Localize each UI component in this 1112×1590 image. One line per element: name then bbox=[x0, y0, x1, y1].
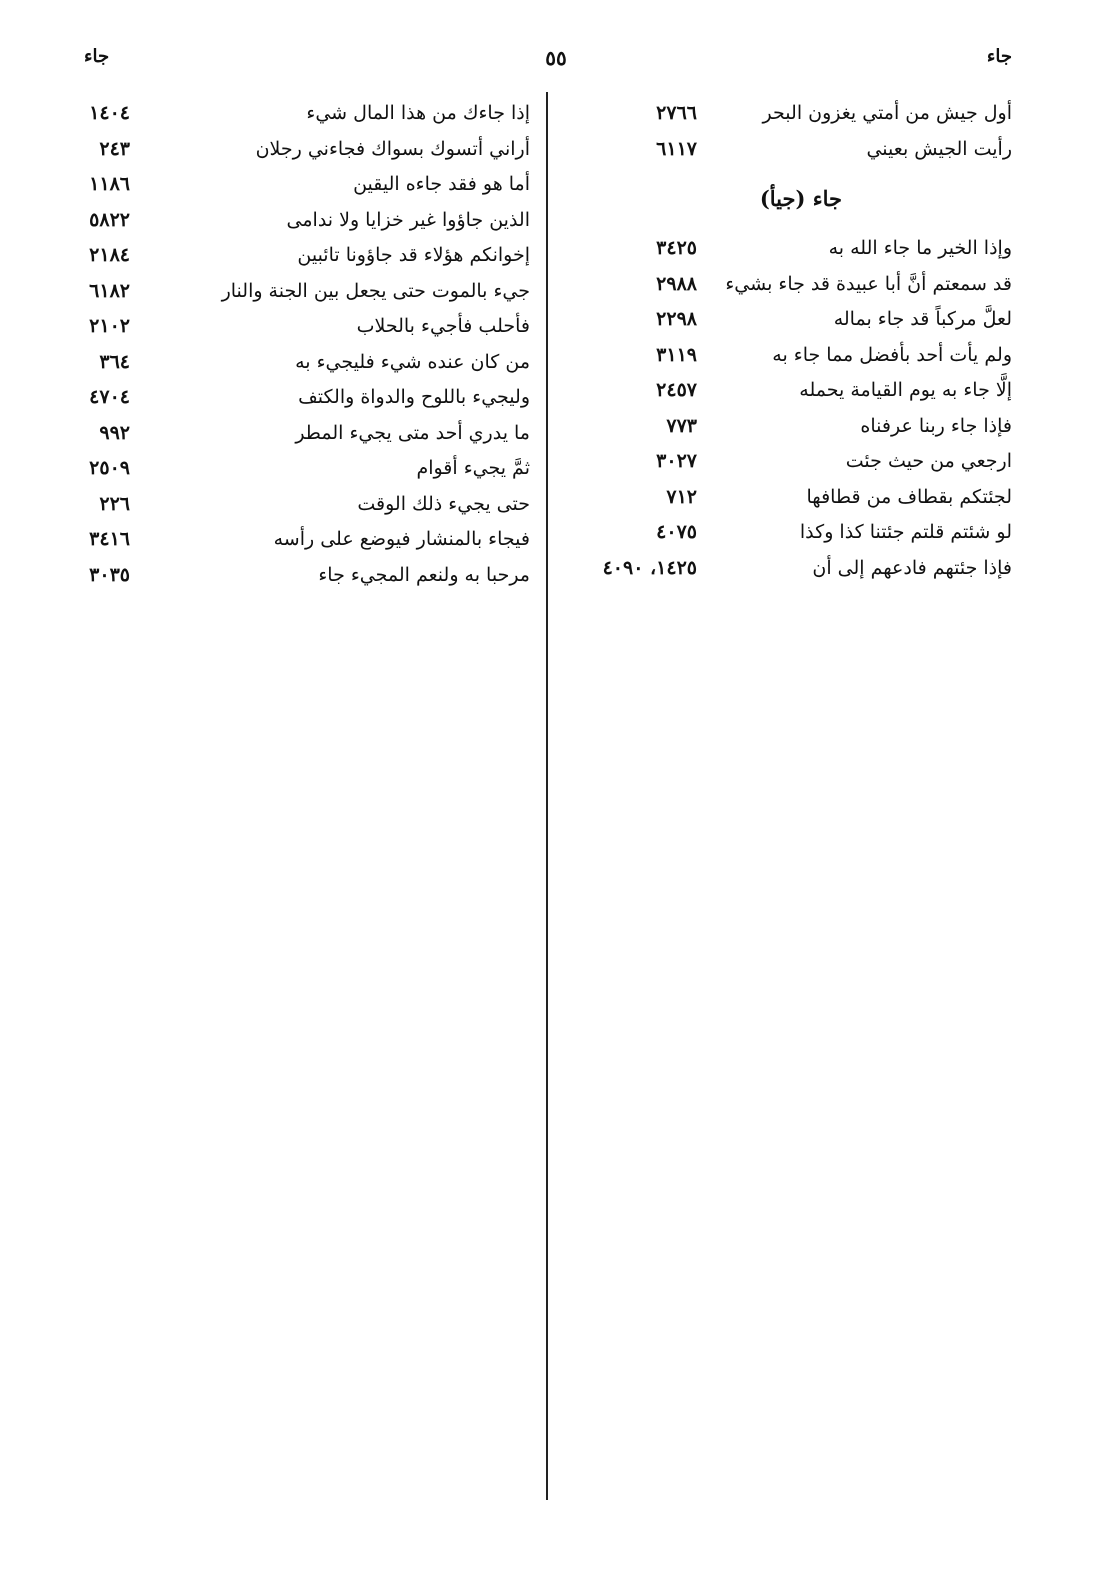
entry-ref: ٣٤٢٥ bbox=[656, 237, 697, 259]
entry-ref: ٢٢٦ bbox=[99, 492, 130, 515]
entry-ref: ٦١١٧ bbox=[656, 137, 697, 160]
entry-text: الذين جاؤوا غير خزايا ولا ندامى bbox=[286, 208, 530, 231]
entry-row bbox=[70, 96, 530, 132]
entry-ref: ٢٥٠٩ bbox=[89, 457, 130, 479]
entry-row bbox=[70, 309, 530, 345]
entry-row bbox=[70, 167, 530, 203]
entry-row bbox=[567, 96, 1012, 132]
entry-ref: ٤٠٧٥ bbox=[656, 521, 697, 543]
entry-text: قد سمعتم أنَّ أبا عبيدة قد جاء بشيء bbox=[725, 272, 1012, 295]
running-header-left: جاء bbox=[84, 46, 110, 67]
entry-text: جيء بالموت حتى يجعل بين الجنة والنار bbox=[221, 279, 530, 302]
entry-row bbox=[70, 451, 530, 487]
entry-row bbox=[567, 551, 1012, 587]
entry-row bbox=[70, 380, 530, 416]
entry-row bbox=[567, 231, 1012, 267]
entry-text: لجئتكم بقطاف من قطافها bbox=[806, 485, 1012, 508]
entry-ref: ٣٠٣٥ bbox=[89, 563, 130, 586]
entry-ref: ٢٤٣ bbox=[99, 137, 130, 160]
entry-row bbox=[70, 558, 530, 594]
right-column bbox=[567, 96, 1012, 586]
entry-ref: ٩٩٢ bbox=[99, 421, 130, 444]
entry-row bbox=[70, 487, 530, 523]
entry-ref: ٧١٢ bbox=[666, 485, 697, 508]
entry-ref: ٢١٨٤ bbox=[89, 244, 130, 266]
entry-text: رأيت الجيش بعيني bbox=[866, 137, 1012, 160]
entry-row bbox=[567, 267, 1012, 303]
entry-text: أراني أتسوك بسواك فجاءني رجلان bbox=[255, 137, 530, 160]
entry-row bbox=[70, 132, 530, 168]
entry-ref: ٢٩٨٨ bbox=[656, 272, 697, 295]
entry-row bbox=[567, 480, 1012, 516]
entry-text: إذا جاءك من هذا المال شيء bbox=[306, 102, 530, 124]
running-header-right: جاء bbox=[986, 46, 1012, 67]
left-column bbox=[70, 96, 530, 593]
entry-ref: ٣٦٤ bbox=[99, 350, 130, 373]
entry-text: لعلَّ مركباً قد جاء بماله bbox=[833, 308, 1012, 330]
entry-row bbox=[567, 515, 1012, 551]
entry-ref: ٥٨٢٢ bbox=[89, 208, 130, 231]
entry-text: فإذا جاء ربنا عرفناه bbox=[860, 414, 1012, 437]
entry-ref: ٧٧٣ bbox=[666, 414, 697, 437]
entry-ref: ٣٠٢٧ bbox=[656, 450, 697, 472]
entry-row bbox=[567, 302, 1012, 338]
entry-row bbox=[567, 338, 1012, 374]
entry-row bbox=[567, 409, 1012, 445]
entry-ref: ٣١١٩ bbox=[656, 343, 697, 366]
entry-ref: ٦١٨٢ bbox=[89, 279, 130, 302]
section-heading: جاء (جيأ) bbox=[759, 186, 842, 211]
entry-text: مرحبا به ولنعم المجيء جاء bbox=[318, 563, 530, 586]
entry-text: أول جيش من أمتي يغزون البحر bbox=[762, 102, 1012, 124]
entry-ref: ٢٤٥٧ bbox=[656, 379, 697, 401]
entry-text: فأحلب فأجيء بالحلاب bbox=[356, 315, 530, 337]
entry-text: إخوانكم هؤلاء قد جاؤونا تائبين bbox=[297, 244, 530, 266]
entry-text: فإذا جئتهم فادعهم إلى أن bbox=[812, 556, 1012, 579]
entry-row bbox=[70, 522, 530, 558]
entry-ref: ٣٤١٦ bbox=[89, 528, 130, 550]
entry-text: ولم يأت أحد بأفضل مما جاء به bbox=[772, 343, 1012, 366]
entry-ref: ٤٧٠٤ bbox=[89, 386, 130, 408]
entry-row bbox=[70, 238, 530, 274]
entry-ref: ١١٨٦ bbox=[89, 173, 130, 195]
entry-row bbox=[567, 132, 1012, 168]
entry-row bbox=[70, 203, 530, 239]
entry-row bbox=[70, 274, 530, 310]
entry-text: لو شئتم قلتم جئتنا كذا وكذا bbox=[799, 521, 1012, 543]
entry-row bbox=[70, 345, 530, 381]
entry-text: ارجعي من حيث جئت bbox=[845, 450, 1012, 472]
entry-ref: ١٤٠٤ bbox=[89, 102, 130, 124]
entry-text: حتى يجيء ذلك الوقت bbox=[357, 492, 530, 515]
entry-text: فيجاء بالمنشار فيوضع على رأسه bbox=[273, 528, 530, 550]
entry-text: وإذا الخير ما جاء الله به bbox=[828, 237, 1012, 259]
entry-text: إلَّا جاء به يوم القيامة يحمله bbox=[799, 379, 1012, 401]
column-divider bbox=[546, 92, 548, 1500]
entry-row bbox=[70, 416, 530, 452]
entry-ref: ٢٢٩٨ bbox=[656, 308, 697, 330]
entry-row bbox=[567, 444, 1012, 480]
entry-row bbox=[567, 373, 1012, 409]
entry-text: وليجيء باللوح والدواة والكتف bbox=[298, 386, 530, 408]
entry-ref: ٢٧٦٦ bbox=[656, 102, 697, 124]
entry-ref: ٢١٠٢ bbox=[89, 315, 130, 337]
entry-text: أما هو فقد جاءه اليقين bbox=[353, 173, 530, 195]
page-number: ٥٥ bbox=[545, 46, 567, 70]
entry-ref: ١٤٢٥، ٤٠٩٠ bbox=[602, 556, 697, 579]
entry-text: ثمَّ يجيء أقوام bbox=[416, 457, 530, 479]
entry-text: من كان عنده شيء فليجيء به bbox=[295, 350, 530, 373]
entry-text: ما يدري أحد متى يجيء المطر bbox=[295, 421, 530, 444]
